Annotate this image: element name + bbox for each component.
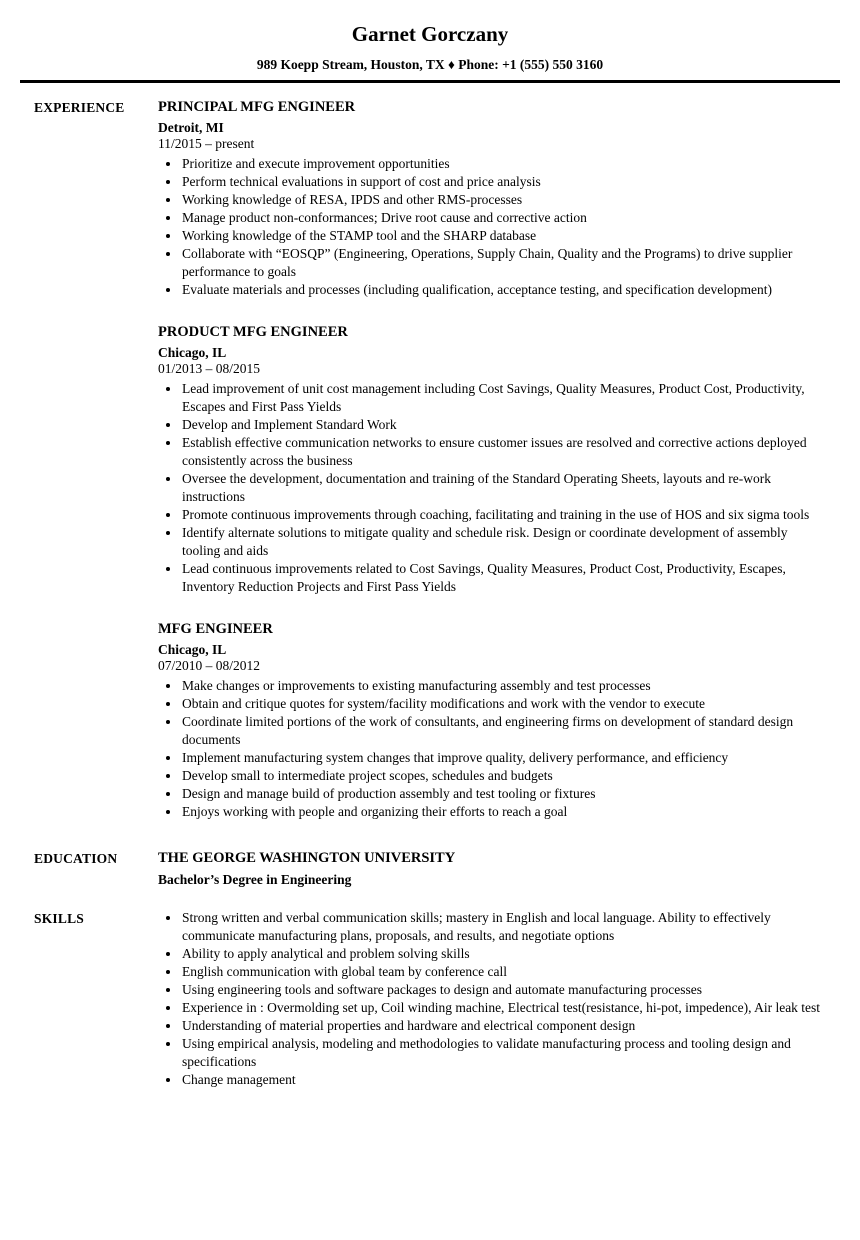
bullet-item: • English communication with global team by conference call: [181, 963, 826, 981]
bullet-item: • Obtain and critique quotes for system/facility modifications and work with the vendor to execute: [181, 695, 826, 713]
job-location: Detroit, MI: [158, 120, 224, 135]
bullet-item: • Perform technical evaluations in support of cost and price analysis: [181, 173, 826, 191]
job-dates: 01/2013 – 08/2015: [158, 361, 261, 376]
job-bullet-list: [158, 155, 826, 299]
bullet-item: • Implement manufacturing system changes that improve quality, delivery performance, and efficiency: [181, 749, 826, 767]
bullet-item: • Strong written and verbal communication skills; mastery in English and local language. Ability to effectively communicate manufacturing plans, proposals, and results, and negotiate options: [181, 909, 826, 945]
bullet-item: • Understanding of material properties and hardware and electrical component design: [181, 1017, 826, 1035]
job-title: PRODUCT MFG ENGINEER: [158, 324, 348, 340]
job-dates: 07/2010 – 08/2012: [158, 658, 261, 673]
bullet-item: • Make changes or improvements to existing manufacturing assembly and test processes: [181, 677, 826, 695]
bullet-item: • Working knowledge of RESA, IPDS and other RMS-processes: [181, 191, 826, 209]
job-location: Chicago, IL: [158, 345, 227, 360]
bullet-item: • Enjoys working with people and organizing their efforts to reach a goal: [181, 803, 826, 821]
degree-name: Bachelor’s Degree in Engineering: [158, 872, 352, 887]
job-entry-mfg-engineer: [158, 620, 826, 821]
job-bullet-list: [158, 380, 826, 596]
job-dates: 11/2015 – present: [158, 136, 255, 151]
bullet-item: • Establish effective communication networks to ensure customer issues are resolved and corrective actions deployed consistently across the business: [181, 434, 826, 470]
education-section-label: EDUCATION: [34, 851, 118, 866]
bullet-item: • Working knowledge of the STAMP tool and the SHARP database: [181, 227, 826, 245]
bullet-item: • Using engineering tools and software packages to design and automate manufacturing processes: [181, 981, 826, 999]
bullet-item: • Manage product non-conformances; Drive root cause and corrective action: [181, 209, 826, 227]
school-name: THE GEORGE WASHINGTON UNIVERSITY: [158, 850, 456, 866]
resume-header: [34, 22, 826, 83]
skills-content: [158, 909, 826, 1089]
job-entry-product-mfg-engineer: [158, 323, 826, 596]
bullet-item: • Prioritize and execute improvement opportunities: [181, 155, 826, 173]
bullet-item: • Develop small to intermediate project scopes, schedules and budgets: [181, 767, 826, 785]
bullet-item: • Identify alternate solutions to mitigate quality and schedule risk. Design or coordinate development of assembly tooling and aids: [181, 524, 826, 560]
bullet-item: • Lead continuous improvements related to Cost Savings, Quality Measures, Product Cost, Productivity, Escapes, Inventory Reduction Projects and First Pass Yields: [181, 560, 826, 596]
bullet-item: • Ability to apply analytical and problem solving skills: [181, 945, 826, 963]
job-bullet-list: [158, 677, 826, 821]
bullet-item: • Using empirical analysis, modeling and methodologies to validate manufacturing process and tooling design and specifications: [181, 1035, 826, 1071]
skills-section-label: SKILLS: [34, 911, 84, 926]
contact-line: 989 Koepp Stream, Houston, TX ♦ Phone: +1 (555) 550 3160: [256, 57, 604, 72]
job-location: Chicago, IL: [158, 642, 227, 657]
job-entry-principal-mfg-engineer: [158, 98, 826, 299]
skills-bullet-list: [158, 909, 826, 1089]
bullet-item: • Change management: [181, 1071, 826, 1089]
experience-content: [158, 98, 826, 821]
bullet-item: • Evaluate materials and processes (including qualification, acceptance testing, and specification development): [181, 281, 826, 299]
job-title: MFG ENGINEER: [158, 621, 273, 637]
section-education: [34, 849, 826, 889]
header-divider: [20, 80, 840, 83]
bullet-item: • Design and manage build of production assembly and test tooling or fixtures: [181, 785, 826, 803]
section-skills: [34, 909, 826, 1089]
bullet-item: • Coordinate limited portions of the work of consultants, and engineering firms on development of standard design documents: [181, 713, 826, 749]
page-title: Garnet Gorczany: [351, 22, 509, 46]
bullet-item: • Develop and Implement Standard Work: [181, 416, 826, 434]
bullet-item: • Lead improvement of unit cost management including Cost Savings, Quality Measures, Product Cost, Productivity, Escapes and First Pass Yields: [181, 380, 826, 416]
bullet-item: • Collaborate with “EOSQP” (Engineering, Operations, Supply Chain, Quality and the Programs) to drive supplier performance to goals: [181, 245, 826, 281]
bullet-item: • Oversee the development, documentation and training of the Standard Operating Sheets, layouts and re-work instructions: [181, 470, 826, 506]
education-content: [158, 849, 826, 889]
bullet-item: • Promote continuous improvements through coaching, facilitating and training in the use of HOS and six sigma tools: [181, 506, 826, 524]
bullet-item: • Experience in : Overmolding set up, Coil winding machine, Electrical test(resistance, hi-pot, impedence), Air leak test: [181, 999, 826, 1017]
experience-section-label: EXPERIENCE: [34, 100, 125, 115]
section-experience: [34, 98, 826, 821]
job-title: PRINCIPAL MFG ENGINEER: [158, 99, 356, 115]
